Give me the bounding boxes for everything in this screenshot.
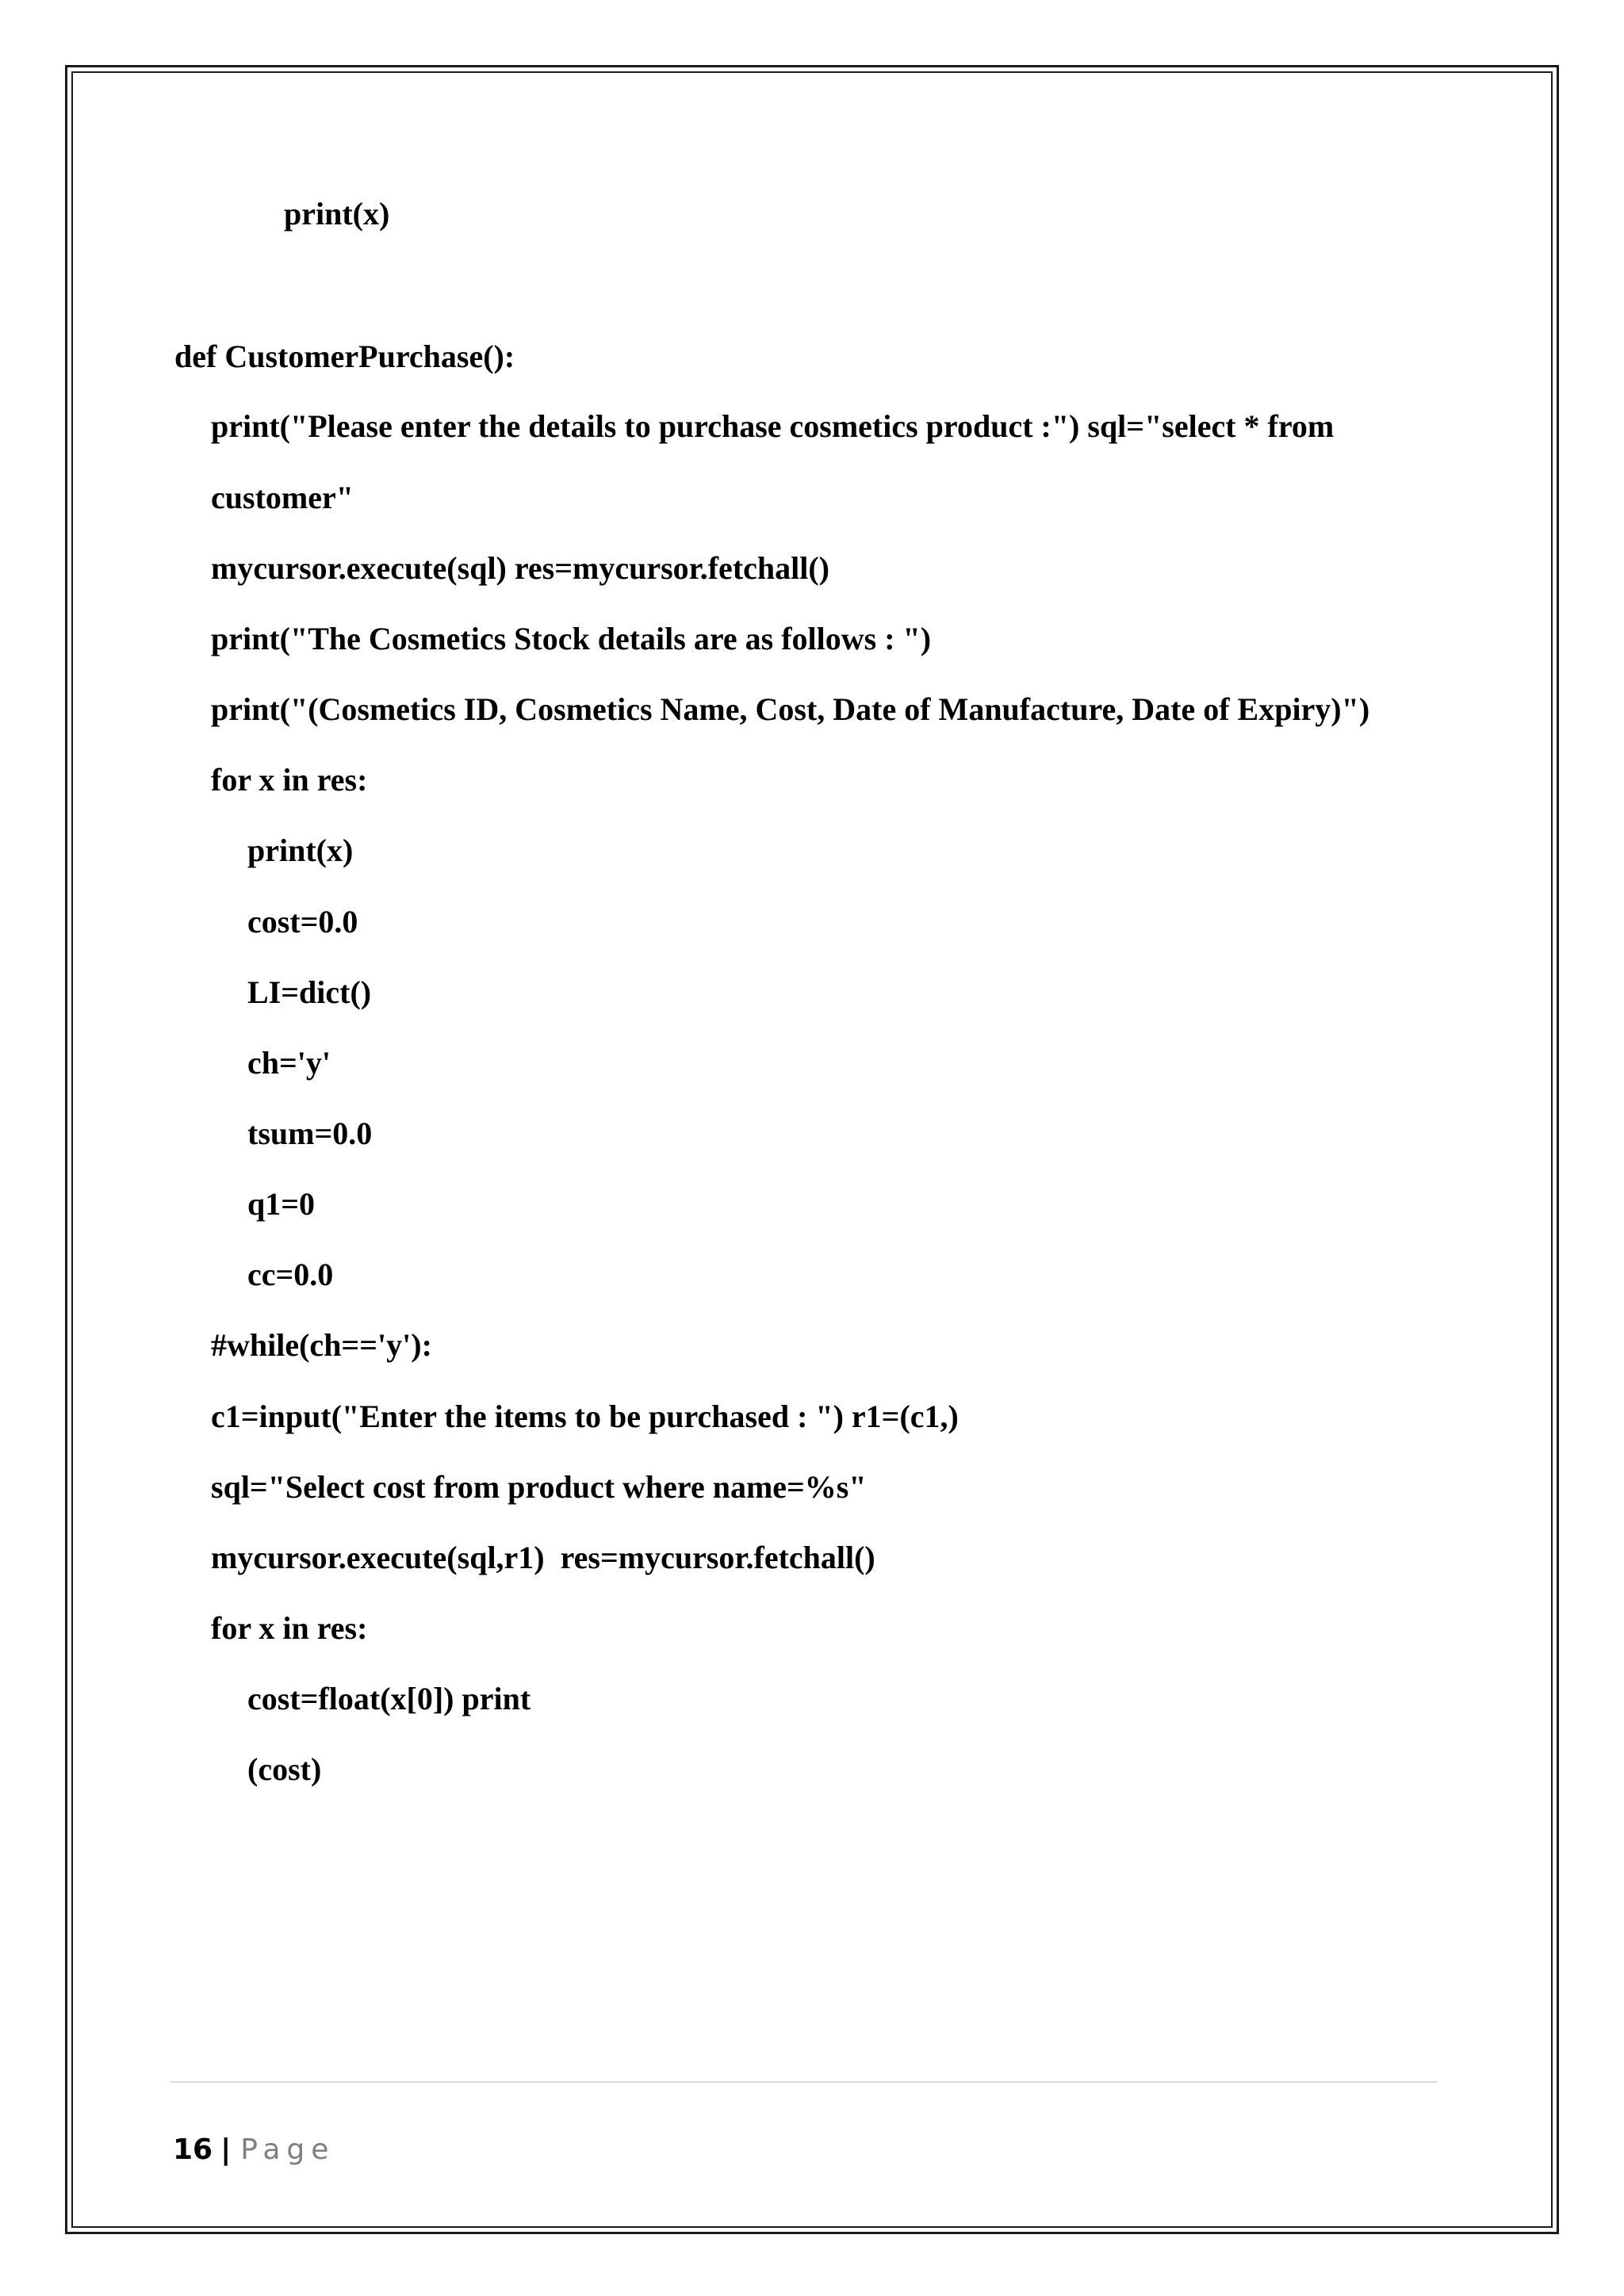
code-line: mycursor.execute(sql,r1) res=mycursor.fetchall() [211, 1540, 875, 1575]
page-label: Page [240, 2133, 335, 2166]
code-line: mycursor.execute(sql) res=mycursor.fetchall() [211, 550, 829, 586]
page-footer [173, 2133, 335, 2168]
code-line: q1=0 [247, 1186, 316, 1222]
code-line: (cost) [247, 1751, 322, 1787]
code-line: tsum=0.0 [247, 1115, 373, 1151]
code-line: def CustomerPurchase(): [174, 339, 515, 374]
code-line: c1=input("Enter the items to be purchased : ") r1=(c1,) [211, 1399, 959, 1434]
code-line: print("Please enter the details to purchase cosmetics product :") sql="select * from [211, 408, 1335, 444]
code-line: cost=0.0 [247, 904, 358, 939]
code-line: #while(ch=='y'): [211, 1327, 432, 1363]
code-line: ch='y' [247, 1045, 331, 1081]
code-line: print(x) [247, 832, 354, 868]
code-line: customer" [211, 480, 354, 515]
page-number: 16 [173, 2133, 213, 2166]
code-line: for x in res: [211, 762, 368, 798]
code-line: LI=dict() [247, 974, 372, 1010]
code-line: cc=0.0 [247, 1257, 334, 1292]
code-line: sql="Select cost from product where name=%s" [211, 1469, 867, 1505]
code-line: cost=float(x[0]) print [247, 1681, 531, 1716]
code-line: print(x) [284, 196, 390, 232]
code-line: print("(Cosmetics ID, Cosmetics Name, Cost, Date of Manufacture, Date of Expiry)") [211, 691, 1370, 727]
code-line: for x in res: [211, 1610, 368, 1646]
code-line: print("The Cosmetics Stock details are as follows : ") [211, 621, 932, 656]
footer-divider [170, 2081, 1437, 2083]
footer-separator: | [220, 2133, 232, 2166]
